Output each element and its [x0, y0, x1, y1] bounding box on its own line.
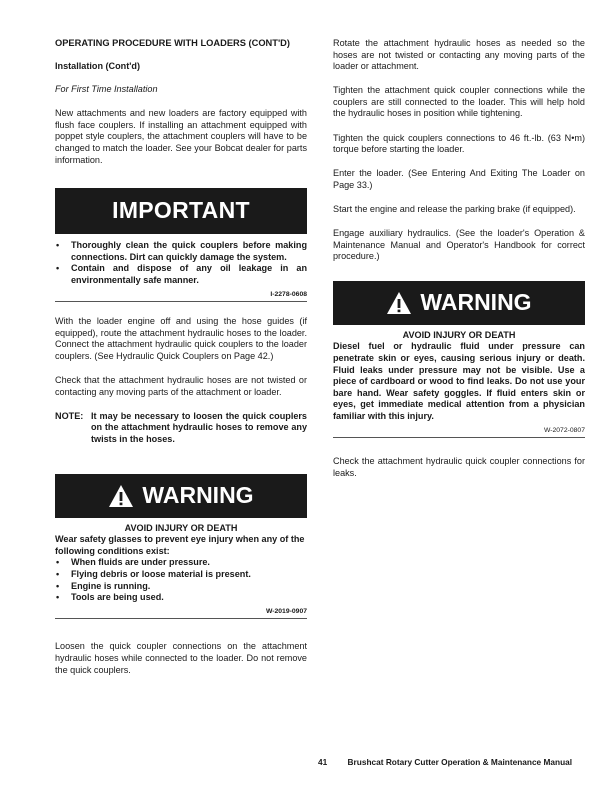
warning-title: WARNING — [420, 289, 532, 316]
paragraph-route-hoses: With the loader engine off and using the hose guides (if equipped), route the attachment hydraulic hoses to the loader. Connect the attachment hydraulic quick couplers to the loader couplers. (See Hydraulic Quick Couplers on Page 42.) — [55, 316, 307, 361]
manual-title: Brushcat Rotary Cutter Operation & Maintenance Manual — [347, 757, 573, 767]
important-banner — [55, 188, 307, 234]
warning-code: W-2019-0907 — [265, 607, 307, 615]
paragraph-check-leaks: Check the attachment hydraulic quick coupler connections for leaks. — [333, 456, 585, 478]
paragraph-couplers-info: New attachments and new loaders are factory equipped with flush face couplers. If installing an attachment equipped with poppet style couplers, the attachment couplers will have to be changed to match the loader. See your Bobcat dealer for parts information. — [55, 108, 307, 165]
note — [55, 411, 307, 446]
divider — [333, 437, 585, 438]
warning-banner — [333, 281, 585, 325]
page-footer — [318, 757, 572, 767]
warning-item: • Engine is running. — [55, 581, 307, 593]
page-number: 41 — [318, 757, 328, 767]
right-column — [333, 38, 585, 492]
note-text: It may be necessary to loosen the quick couplers on the attachment hydraulic hoses to remove any twists in the hoses. — [91, 410, 307, 444]
divider — [55, 618, 307, 619]
warning-title: WARNING — [142, 481, 254, 508]
warning-item: • Tools are being used. — [55, 592, 307, 604]
paragraph-torque: Tighten the quick couplers connections to 46 ft.-lb. (63 N•m) torque before starting the loader. — [333, 132, 585, 155]
important-item: • Thoroughly clean the quick couplers before making connections. Dirt can quickly damage the system. — [55, 240, 307, 263]
warning-icon — [386, 291, 412, 315]
paragraph-start: Start the engine and release the parking brake (if equipped). — [333, 203, 576, 214]
warning-lead: Wear safety glasses to prevent eye injury when any of the following conditions exist: — [55, 534, 305, 556]
warning-item: • Flying debris or loose material is present. — [55, 569, 307, 581]
paragraph-enter: Enter the loader. (See Entering And Exiting The Loader on Page 33.) — [333, 168, 585, 190]
note-label: NOTE: — [55, 410, 84, 421]
installation-type: For First Time Installation — [55, 84, 158, 95]
paragraph-engage: Engage auxiliary hydraulics. (See the loader's Operation & Maintenance Manual and Operator's Handbook for correct procedure.) — [333, 228, 585, 262]
paragraph-check-hoses: Check that the attachment hydraulic hoses are not twisted or contacting any moving parts of the attachment or loader. — [55, 375, 307, 397]
important-item: • Contain and dispose of any oil leakage in an environmentally safe manner. — [55, 263, 307, 286]
important-list — [55, 240, 307, 286]
left-column — [55, 38, 307, 689]
subsection-heading: Installation (Cont'd) — [55, 61, 141, 72]
paragraph-loosen: Loosen the quick coupler connections on the attachment hydraulic hoses while connected to the loader. Do not remove the quick couplers. — [55, 641, 307, 675]
divider — [55, 301, 307, 302]
warning-item: • When fluids are under pressure. — [55, 557, 307, 569]
warning-list — [55, 557, 307, 603]
warning-icon — [108, 484, 134, 508]
important-code: I-2278-0608 — [270, 290, 307, 298]
important-title: IMPORTANT — [112, 197, 250, 224]
warning-text: Diesel fuel or hydraulic fluid under pressure can penetrate skin or eyes, causing serious injury or death. Fluid leaks under pressure may not be visible. Use a piece of cardboard or wood to find leaks. Do not use your bare hand. Wear safety goggles. If fluid enters skin or eyes, get immediate medical attention from a physician familiar with this injury. — [333, 341, 585, 421]
section-heading: OPERATING PROCEDURE WITH LOADERS (CONT'D) — [55, 38, 290, 48]
paragraph-rotate: Rotate the attachment hydraulic hoses as needed so the hoses are not twisted or contacting any moving parts of the loader or attachment. — [333, 38, 585, 72]
warning-avoid: AVOID INJURY OR DEATH — [124, 522, 238, 533]
warning-avoid: AVOID INJURY OR DEATH — [402, 329, 516, 340]
warning-code: W-2072-0807 — [543, 426, 585, 434]
paragraph-tighten: Tighten the attachment quick coupler connections while the couplers are still connected to the loader. This will help hold the hydraulic hoses in position while tightening. — [333, 85, 585, 119]
warning-banner — [55, 474, 307, 518]
